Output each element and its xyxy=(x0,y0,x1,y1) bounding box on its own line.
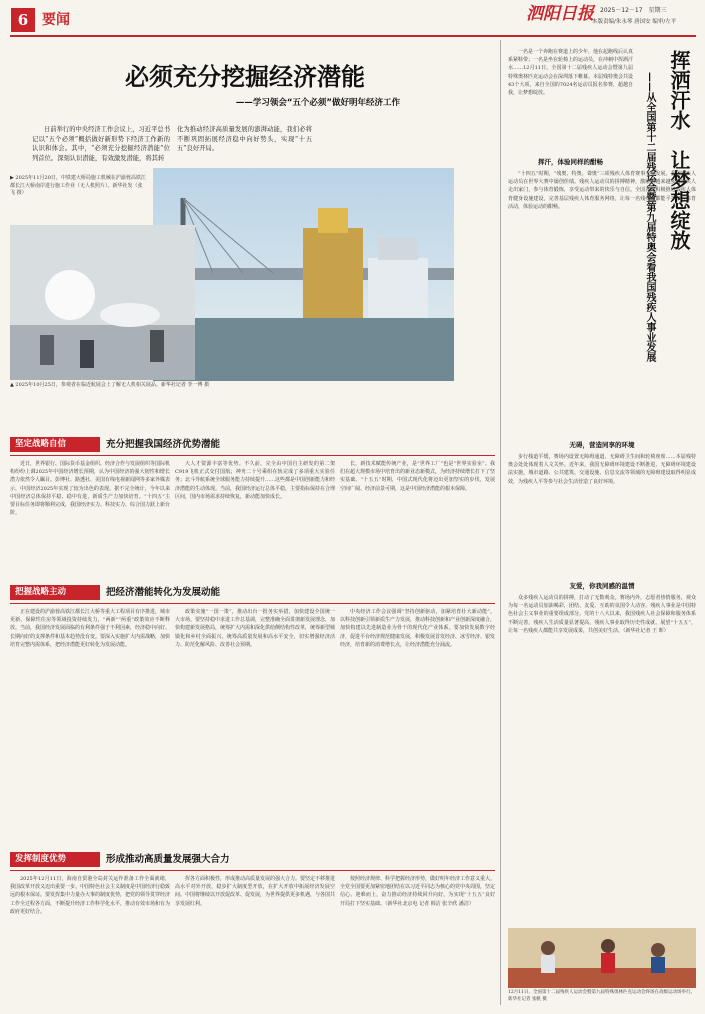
section2-col3: 中央经济工作会议强调“坚持创新驱动，加紧培育壮大新动能”。以科技创新引领新质生产力发展，推动科技创新和产业创新深度融合，加快构建以先进制造业为骨干的现代化产业体系。要加快发展数字经济，促进平台经济规范健康发展，积极发展首发经济、冰雪经济、银发经济，培育新的消费增长点，让经济潜能充分涌流。 xyxy=(340,609,495,648)
masthead-logo: 泗阳日报 xyxy=(526,4,594,24)
section2-tag: 把握战略主动 xyxy=(10,585,100,600)
drone-scene xyxy=(10,225,195,380)
section1-col1: 近日，世界银行、国际货币基金组织、经济合作与发展组织等国际机构纷纷上调2025年中国经济增长预期，认为中国经济的强大韧性和增长潜力依然令人瞩目。彭博社、路透社、美国有线电视新闻网等多家外媒表示，中国经济2025年实现了较为出色的表现。据不完全统计，今年以来中国经济总体保持平稳、稳中有进，新质生产力加快培育。“十四五”主要目标任务即将顺利完成，我国经济实力、科技实力、综合国力跃上新台阶。 xyxy=(10,461,170,517)
section-name: 要闻 xyxy=(42,12,70,28)
photo-caption-bottom: ▲ 2025年10月25日，参观者在临近航展会上了解无人机相关展品。新华社记者 李一博 摄 xyxy=(10,382,210,388)
date-line: 2025－12－17 星期三 xyxy=(600,7,667,14)
section1-col2: 大人才资源丰富等优势。不久前，完全由中国自主研发的第二架C919飞机正式交付国航；神舟二十号乘组在轨完成了多项重大实验任务；北斗导航系统全球服务能力持续提升……这些都是中国创新能力和经济潜能的生动体现。当前，我国经济运行总体平稳，主要指标保持在合理区间，国内市场需求持续恢复，新动能加快成长。 xyxy=(175,461,335,500)
right-body-2: 步行栈道平缓，赛场内设置无障碍通道、无障碍卫生间和轮椅座席……本届残特奥会处处体现着人文关怀。近年来，我国无障碍环境建设不断推进，无障碍环境建设法实施，城市道路、公共建筑、交通设施、信息交流等领域的无障碍建设取得明显成效，为残疾人平等参与社会生活营造了良好环境。 xyxy=(508,454,696,485)
lead-right: 化为推动经济高质量发展的澎湃动能，我们必将不断巩固拓展经济稳中向好势头，实现“十五五”良好开局。 xyxy=(177,126,312,152)
right-body-3: 众多残疾人运动员的拼搏，打动了无数观众。赛场内外，志愿者热情服务，观众为每一名运动员加油喝彩，团结、友爱、互助的氛围令人动容。残疾人事业是中国特色社会主义事业的重要组成部分。党的十八大以来，我国残疾人社会保障和服务体系不断完善，残疾人生活质量显著提高，残疾人事业取得历史性成就。展望“十五五”，让每一名残疾人都能共享发展成果，共创美好生活。（新华社记者 王 晖） xyxy=(508,595,696,634)
section3-rule xyxy=(10,870,495,871)
sub-headline: ——学习领会“五个必须”做好明年经济工作 xyxy=(235,98,400,108)
editors-line: 本版责编/朱永琴 唐国安 编审/左平 xyxy=(592,19,677,25)
section1-title: 充分把握我国经济优势潜能 xyxy=(106,439,221,450)
page-number: 6 xyxy=(11,8,35,32)
lead-left: 日前举行的中央经济工作会议上，习近平总书记以“五个必须”概括做好新形势下经济工作新的认识和体会。其中，“必须充分挖掘经济潜能”位列首位。深刻认识潜能，有效激发潜能，将其转 xyxy=(32,126,170,162)
bridge-scene xyxy=(153,168,454,381)
drone-photo xyxy=(10,225,195,380)
right-intro: 一名是一个奔跑在赛道上的少年，他在起跑线后认真系紧鞋带；一名是坐在轮椅上的运动员，在冲刺中挥洒汗水……12月11日，全国第十二届残疾人运动会暨第九届特殊奥林匹克运动会在深圳落下帷幕。本届残特奥会共设43个大项，来自全国的7024名运动员报名参赛，超越自我，让梦想绽放。 xyxy=(508,49,633,97)
right-article-title: 挥洒汗水 让梦想绽放 xyxy=(667,50,691,250)
section2-col2: 政策实施“一国一策”，推动出台一批务实举措，加快建设全国统一大市场。要坚持稳中求进工作总基调，完整准确全面贯彻新发展理念，加快构建新发展格局，统筹扩大内需和深化供给侧结构性改革，统筹新型城镇化和乡村全面振兴，统筹高质量发展和高水平安全，切实增强经济活力、防范化解风险、改善社会预期。 xyxy=(175,609,335,648)
athletes-scene xyxy=(508,928,696,988)
section3-col2: 挥各方面积极性，形成推动高质量发展的强大合力。要坚定不移推进高水平对外开放，稳步扩大制度型开放，在扩大开放中拓展经济发展空间。中国将继续以开放促改革、促发展，为世界提供更多机遇，与各国共享发展红利。 xyxy=(175,876,335,907)
section3-col1: 2025年12月11日，海南自贸港全岛封关运作准备工作全面就绪，我国改革开放又迈出重要一步。中国特色社会主义制度是中国经济行稳致远的根本保证。要发挥集中力量办大事的制度优势，把党的领导贯穿经济工作全过程各方面，不断提升经济工作科学化水平，推动有效市场和有为政府更好结合。 xyxy=(10,876,170,915)
section3-title: 形成推动高质量发展强大合力 xyxy=(106,854,230,865)
right-subhead-3: 友爱，你我同感的温情 xyxy=(569,582,635,590)
right-subhead-2: 无碍，营造同享的环境 xyxy=(569,441,635,449)
section2-title: 把经济潜能转化为发展动能 xyxy=(106,587,221,598)
section3-col3: 按照经济规律、科学把握经济形势，做好明年经济工作意义重大。全党全国要更加紧密地团结在以习近平同志为核心的党中央周围，坚定信心、迎难而上，奋力推动经济持续回升向好，为实现“十五五”良好开局打下坚实基础。（新华社北京电 记者 韩洁 张辛欣 潘洁） xyxy=(340,876,495,907)
right-article-subtitle: ——从全国第十二届残运会暨第九届特奥会看我国残疾人事业发展 xyxy=(644,72,655,362)
main-headline: 必须充分挖掘经济潜能 xyxy=(125,62,365,91)
right-photo-caption: 12月11日，全国第十二届残疾人运动会暨第九届特殊奥林匹克运动会终场在高级运动场举行。新华社记者 张帆 摄 xyxy=(508,990,695,1002)
right-column-divider xyxy=(500,40,501,1005)
section1-col3: 长，新技术赋能传统产业，是“世界工厂”也是“世界实验室”。我们在超大规模市场中培育出的新业态新模式，为经济持续增长打下了坚实基础。“十五五”时期，中国式现代化将迈出更加坚实的步伐，发展空间广阔、经济前景可期，这是中国经济潜能的根本保障。 xyxy=(340,461,495,492)
athletes-photo xyxy=(508,928,696,988)
right-subhead-1: 挥汗，体验同样的酣畅 xyxy=(538,158,603,166)
section3-tag: 发挥制度优势 xyxy=(10,852,100,867)
section1-tag: 坚定战略自信 xyxy=(10,437,100,452)
right-body-1: “十四五”时期，“残奥、特奥、聋奥”三项残疾人体育赛事全面发展，我国残疾人运动员在世界大赛中屡创佳绩。残疾人运动员的拼搏精神，激励着越来越多的残疾人走出家门，参与体育锻炼，享受运动带来的快乐与自信。全国各地积极推进残疾人体育健身设施建设，完善基层残疾人体育服务网络，让每一名残疾人都能平等参与体育活动，体验运动的酣畅。 xyxy=(508,171,696,210)
section1-rule xyxy=(10,455,495,456)
bridge-photo xyxy=(153,168,454,381)
section2-rule xyxy=(10,603,495,604)
header-rule xyxy=(10,35,696,37)
section2-col1: 正在建设的沪渝蓉高铁江都长江大桥等重大工程项目有序推进，城市更新、保障性住房等领域投资持续发力，“两新”“两重”政策效应不断释放。当前，我国经济发展面临的有利条件强于不利因素，经济稳中向好、长期向好的支撑条件和基本趋势没有变。要深入实施扩大内需战略，加快培育完整内需体系，把经济潜能更好转化为发展动能。 xyxy=(10,609,170,648)
photo-caption-top: ▶ 2025年11月20日，中铁建大桥局施工机械在沪渝蓉高铁江都长江大桥南岸进行施工作业（无人机照片）。新华社发（张 飞 摄） xyxy=(10,175,146,196)
